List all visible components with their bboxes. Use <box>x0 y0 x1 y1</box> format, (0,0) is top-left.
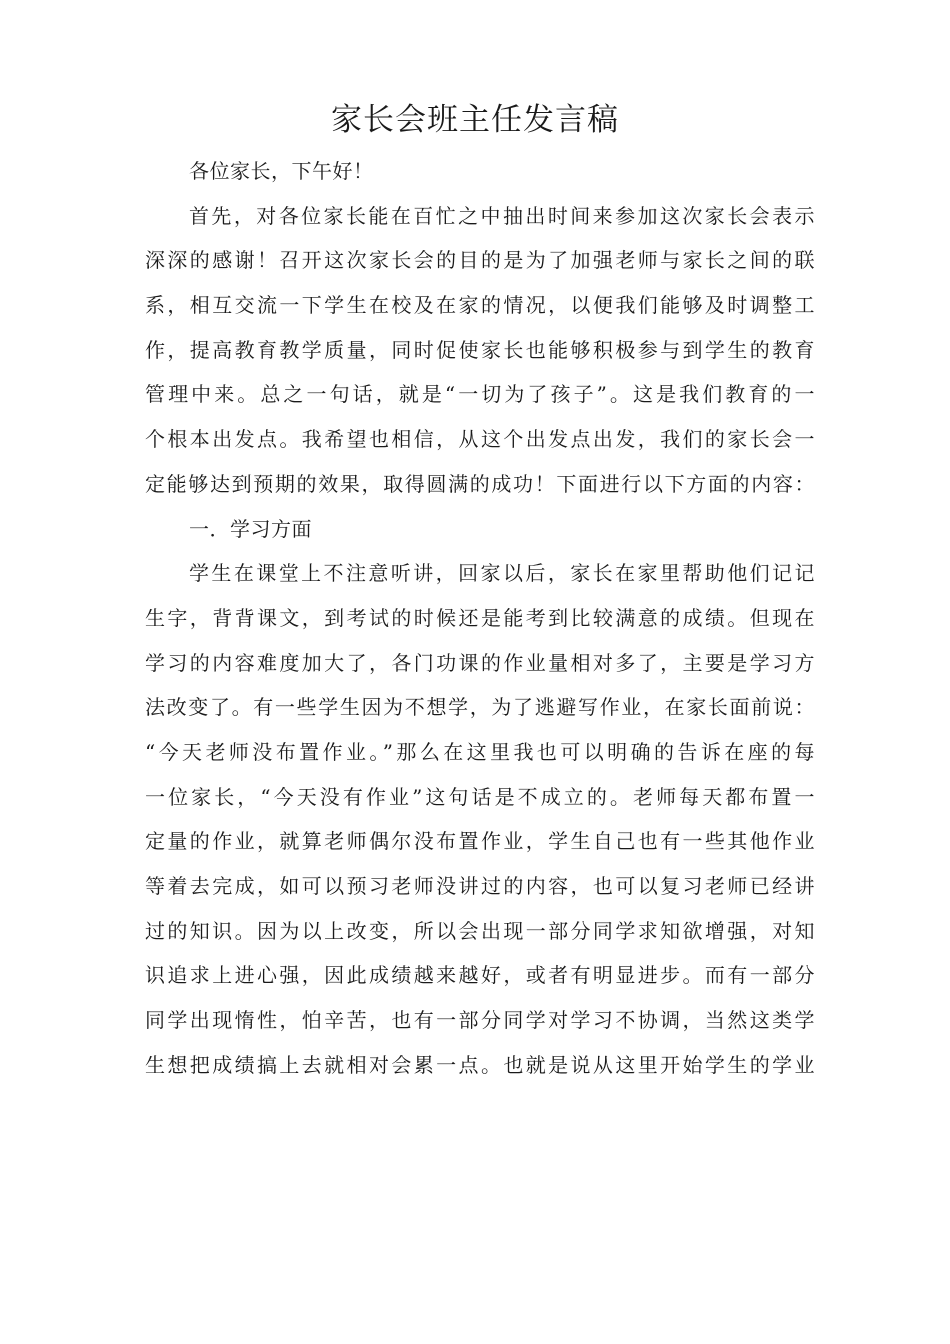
document-body <box>145 149 815 1087</box>
body-line: 一位家长，“今天没有作业”这句话是不成立的。老师每天都布置一 <box>145 784 815 809</box>
body-line: 首先，对各位家长能在百忙之中抽出时间来参加这次家长会表示 <box>189 203 815 228</box>
body-line: 定量的作业，就算老师偶尔没布置作业，学生自己也有一些其他作业 <box>145 829 815 854</box>
body-line: 作，提高教育教学质量，同时促使家长也能够积极参与到学生的教育 <box>145 337 815 362</box>
body-line: 个根本出发点。我希望也相信，从这个出发点出发，我们的家长会一 <box>145 427 815 452</box>
body-line: 法改变了。有一些学生因为不想学，为了逃避写作业，在家长面前说： <box>145 695 815 720</box>
body-line: 过的知识。因为以上改变，所以会出现一部分同学求知欲增强，对知 <box>145 918 815 943</box>
body-line: 学生在课堂上不注意听讲，回家以后，家长在家里帮助他们记记 <box>189 561 815 586</box>
body-line: 定能够达到预期的效果，取得圆满的成功！下面进行以下方面的内容： <box>145 471 815 496</box>
body-line: 管理中来。总之一句话，就是“一切为了孩子”。这是我们教育的一 <box>145 382 815 407</box>
body-line: 生想把成绩搞上去就相对会累一点。也就是说从这里开始学生的学业 <box>145 1052 815 1077</box>
body-line: 同学出现惰性，怕辛苦，也有一部分同学对学习不协调，当然这类学 <box>145 1008 815 1033</box>
body-line: 学习的内容难度加大了，各门功课的作业量相对多了，主要是学习方 <box>145 650 815 675</box>
body-line: 等着去完成，如可以预习老师没讲过的内容，也可以复习老师已经讲 <box>145 874 815 898</box>
body-line: 各位家长，下午好！ <box>189 159 374 183</box>
body-line: 生字，背背课文，到考试的时候还是能考到比较满意的成绩。但现在 <box>145 605 815 630</box>
body-line: “今天老师没布置作业。”那么在这里我也可以明确的告诉在座的每 <box>145 739 815 764</box>
body-line: 深深的感谢！召开这次家长会的目的是为了加强老师与家长之间的联 <box>145 248 815 273</box>
body-line: 一．学习方面 <box>189 516 312 541</box>
body-line: 识追求上进心强，因此成绩越来越好，或者有明显进步。而有一部分 <box>145 963 815 988</box>
body-line: 系，相互交流一下学生在校及在家的情况，以便我们能够及时调整工 <box>145 293 815 318</box>
document-title: 家长会班主任发言稿 <box>331 102 619 138</box>
